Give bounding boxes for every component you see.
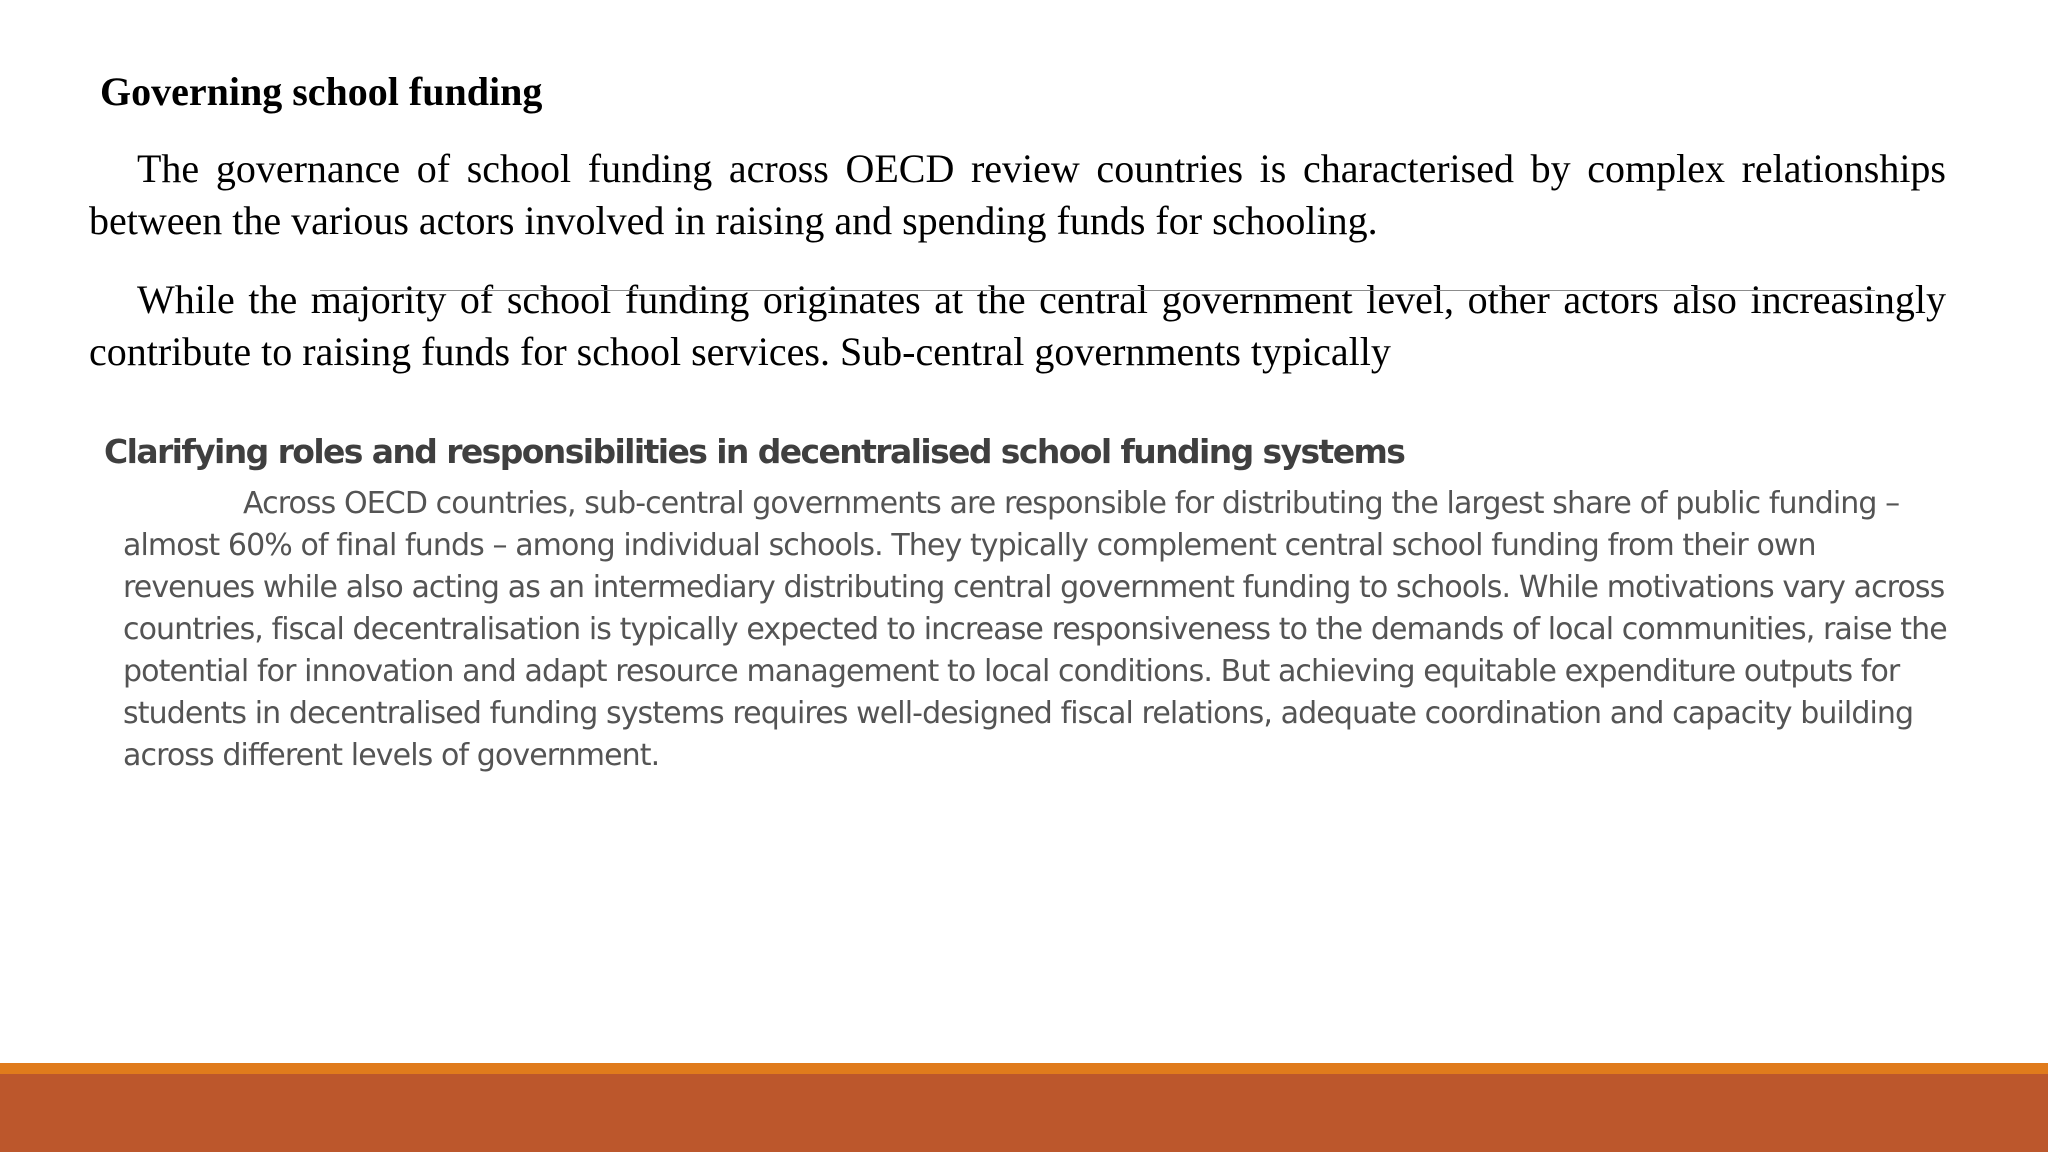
paragraph-decentralised: Across OECD countries, sub-central governments are responsible for distributing the largest share of public funding – almost 60% of final funds – among individual schools. They typically complement central school funding from their own revenues while also acting as an intermediary distributing central government funding to schools. While motivations vary across countries, fiscal decentralisation is typically expected to increase responsiveness to the demands of local communities, raise the potential for innovation and adapt resource management to local conditions. But achieving equitable expenditure outputs for students in decentralised funding systems requires well-designed fiscal relations, adequate coordination and capacity building across different levels of government. xyxy=(123,486,1947,773)
section-heading-governing: Governing school funding xyxy=(100,69,543,114)
paragraph-governance: The governance of school funding across OECD review countries is characterised by complex relationships between the various actors involved in raising and spending funds for schooling. xyxy=(89,146,1946,243)
section-heading-clarifying: Clarifying roles and responsibilities in decentralised school funding systems xyxy=(104,432,1405,471)
footer-stripe xyxy=(0,1063,2048,1074)
paragraph-majority: While the majority of school funding originates at the central government level, other actors also increasingly contribute to raising funds for school services. Sub-central governments typically xyxy=(89,277,1946,374)
strikethrough-line xyxy=(320,290,1875,291)
footer-band xyxy=(0,1074,2048,1152)
